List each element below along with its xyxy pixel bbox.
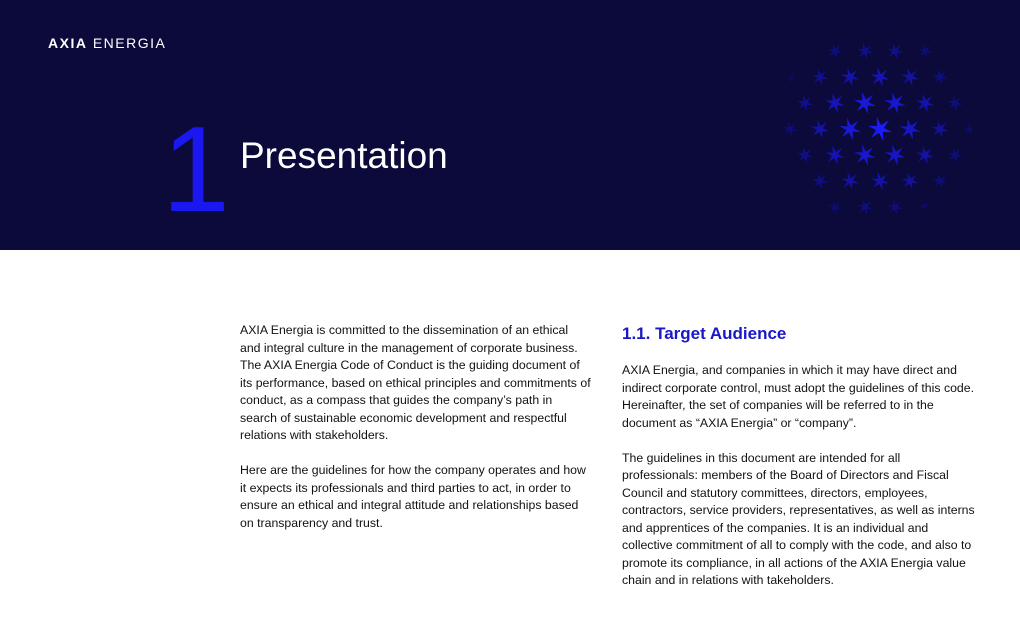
logo-axia: AXIA	[48, 35, 88, 51]
logo-energia: ENERGIA	[92, 35, 167, 51]
intro-paragraph-2: Here are the guidelines for how the company operates and how it expects its professionals and third parties to act, in order to ensure an ethical and integral attitude and relationships based on transparency and trust.	[240, 463, 586, 530]
sphere-star	[854, 92, 876, 114]
chapter-title: Presentation	[240, 135, 448, 176]
audience-paragraph-1: AXIA Energia, and companies in which it may have direct and indirect corporate control, must adopt the guidelines of this code. Hereinafter, the set of companies will be referred to in the document as “AXIA Energia” or “company”.	[622, 363, 975, 430]
sphere-star	[857, 199, 872, 214]
sphere-star	[797, 147, 813, 163]
chapter-number: 1	[162, 101, 230, 237]
sphere-star	[783, 174, 796, 187]
sphere-star	[812, 69, 829, 86]
sphere-star	[887, 43, 903, 59]
sphere-star	[918, 200, 932, 214]
brand-logo	[48, 35, 166, 51]
sphere-star	[811, 120, 830, 139]
sphere-star	[931, 120, 949, 138]
sphere-star	[797, 95, 814, 112]
sphere-star	[900, 119, 921, 140]
sphere-star	[932, 173, 947, 188]
sphere-star	[854, 144, 875, 165]
sphere-star	[871, 172, 890, 191]
sphere-star	[918, 44, 933, 59]
audience-paragraph-2: The guidelines in this document are intended for all professionals: members of the Board of Directors and Fiscal Council and statutory committees, directors, employees, contractors, service providers, representatives, as well as interns and apprentices of the companies. It is an individual and collective commitment of all to comply with the code, and also to promote its compliance, in all actions of the AXIA Energia value chain and in relations with takeholders.	[622, 450, 975, 587]
sphere-star	[884, 92, 906, 114]
sphere-star	[885, 145, 906, 166]
sphere-star	[812, 173, 828, 189]
sphere-star	[857, 43, 873, 59]
sphere-star	[841, 68, 860, 87]
section-heading: 1.1. Target Audience	[622, 324, 787, 343]
sphere-star	[825, 93, 845, 113]
sphere-star	[932, 69, 948, 85]
sphere-star	[947, 147, 962, 162]
sphere-star	[947, 95, 962, 110]
sphere-star	[841, 172, 859, 190]
sphere-star	[868, 117, 892, 141]
sphere-star	[825, 145, 844, 164]
sphere-star	[782, 121, 797, 136]
sphere-star	[839, 118, 861, 140]
intro-paragraph-1: AXIA Energia is committed to the dissemination of an ethical and integral culture in the management of corporate business. The AXIA Energia Code of Conduct is the guiding document of its performance, based on ethical principles and commitments of conduct, as a compass that guides the company’s path in search of sustainable economic development and respectful relations with stakeholders.	[240, 323, 591, 442]
target-audience-column	[622, 362, 977, 607]
sphere-star	[916, 146, 934, 164]
geometric-sphere-graphic	[770, 25, 980, 225]
intro-column	[240, 322, 592, 550]
sphere-star	[870, 67, 889, 86]
sphere-star	[873, 25, 886, 32]
sphere-star	[901, 68, 919, 86]
sphere-star	[887, 199, 902, 214]
sphere-star	[901, 172, 918, 189]
hero-banner	[0, 0, 1020, 250]
sphere-star	[827, 43, 842, 58]
sphere-star	[828, 200, 842, 214]
sphere-star	[916, 94, 935, 113]
sphere-star	[783, 70, 797, 84]
sphere-star	[963, 122, 977, 136]
